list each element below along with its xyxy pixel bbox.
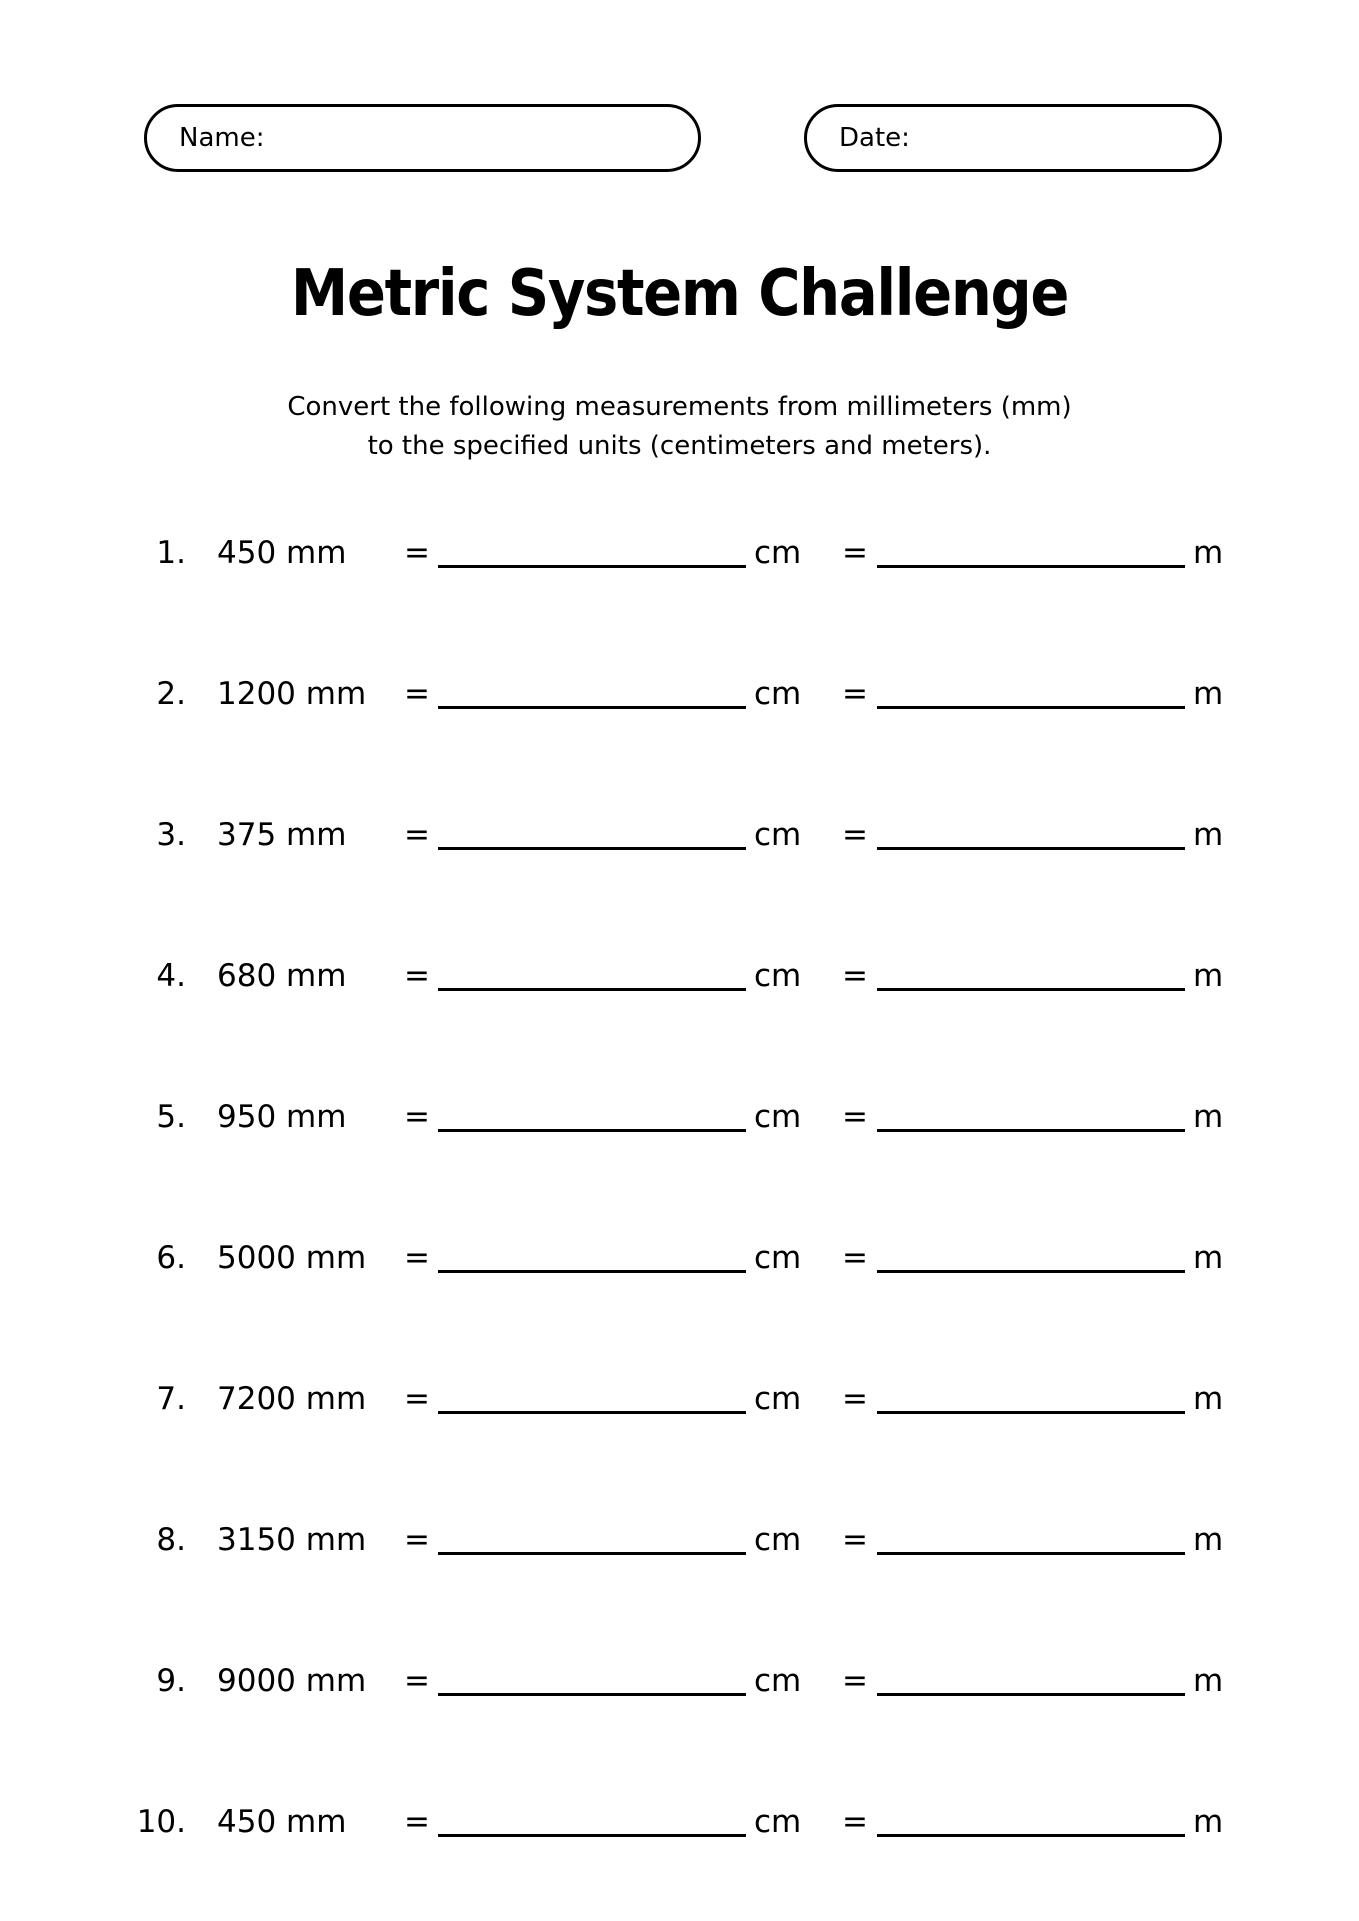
m-answer-blank[interactable]: [877, 1656, 1185, 1696]
instructions-line-2: to the specified units (centimeters and meters).: [367, 431, 992, 461]
problem-value: 7200 mm: [217, 1381, 367, 1417]
equals-sign: =: [842, 1099, 868, 1135]
equals-sign: =: [842, 1240, 868, 1276]
equals-sign: =: [842, 958, 868, 994]
cm-answer-blank[interactable]: [438, 528, 746, 568]
m-answer-blank[interactable]: [877, 528, 1185, 568]
cm-answer-blank[interactable]: [438, 1374, 746, 1414]
name-field[interactable]: [144, 104, 701, 172]
problem-row-1: [0, 528, 1359, 578]
cm-unit-label: cm: [754, 1804, 802, 1840]
cm-answer-blank[interactable]: [438, 951, 746, 991]
m-unit-label: m: [1193, 1804, 1224, 1840]
problem-number: 10.: [136, 1804, 186, 1840]
equals-sign: =: [404, 1804, 430, 1840]
equals-sign: =: [842, 817, 868, 853]
equals-sign: =: [404, 676, 430, 712]
cm-unit-label: cm: [754, 1099, 802, 1135]
m-answer-blank[interactable]: [877, 1233, 1185, 1273]
m-answer-blank[interactable]: [877, 1374, 1185, 1414]
problem-row-3: [0, 810, 1359, 860]
date-field[interactable]: [804, 104, 1222, 172]
cm-answer-blank[interactable]: [438, 1656, 746, 1696]
problem-value: 450 mm: [217, 1804, 347, 1840]
m-unit-label: m: [1193, 1522, 1224, 1558]
cm-unit-label: cm: [754, 817, 802, 853]
problem-value: 3150 mm: [217, 1522, 367, 1558]
problem-row-4: [0, 951, 1359, 1001]
problem-number: 5.: [156, 1099, 186, 1135]
m-answer-blank[interactable]: [877, 810, 1185, 850]
cm-unit-label: cm: [754, 1522, 802, 1558]
problem-number: 7.: [156, 1381, 186, 1417]
m-unit-label: m: [1193, 676, 1224, 712]
equals-sign: =: [404, 1240, 430, 1276]
name-input[interactable]: [274, 106, 698, 170]
equals-sign: =: [404, 1099, 430, 1135]
m-unit-label: m: [1193, 1240, 1224, 1276]
equals-sign: =: [404, 535, 430, 571]
m-unit-label: m: [1193, 1099, 1224, 1135]
cm-unit-label: cm: [754, 1240, 802, 1276]
problem-number: 1.: [156, 535, 186, 571]
equals-sign: =: [842, 1381, 868, 1417]
m-answer-blank[interactable]: [877, 1515, 1185, 1555]
worksheet-title: Metric System Challenge: [290, 257, 1069, 331]
equals-sign: =: [404, 1522, 430, 1558]
m-unit-label: m: [1193, 535, 1224, 571]
problem-value: 5000 mm: [217, 1240, 367, 1276]
cm-unit-label: cm: [754, 535, 802, 571]
m-unit-label: m: [1193, 958, 1224, 994]
problem-row-6: [0, 1233, 1359, 1283]
cm-answer-blank[interactable]: [438, 810, 746, 850]
equals-sign: =: [842, 1522, 868, 1558]
problem-row-2: [0, 669, 1359, 719]
problem-row-5: [0, 1092, 1359, 1142]
problem-value: 680 mm: [217, 958, 347, 994]
name-label: Name:: [179, 123, 265, 153]
cm-answer-blank[interactable]: [438, 1233, 746, 1273]
problem-value: 9000 mm: [217, 1663, 367, 1699]
equals-sign: =: [404, 817, 430, 853]
m-unit-label: m: [1193, 817, 1224, 853]
date-label: Date:: [839, 123, 910, 153]
cm-unit-label: cm: [754, 676, 802, 712]
problem-value: 375 mm: [217, 817, 347, 853]
cm-unit-label: cm: [754, 1381, 802, 1417]
cm-answer-blank[interactable]: [438, 1092, 746, 1132]
problem-row-9: [0, 1656, 1359, 1706]
problem-value: 1200 mm: [217, 676, 367, 712]
problem-number: 3.: [156, 817, 186, 853]
equals-sign: =: [404, 1381, 430, 1417]
equals-sign: =: [404, 1663, 430, 1699]
problem-number: 6.: [156, 1240, 186, 1276]
cm-answer-blank[interactable]: [438, 669, 746, 709]
cm-unit-label: cm: [754, 1663, 802, 1699]
problem-number: 8.: [156, 1522, 186, 1558]
equals-sign: =: [842, 535, 868, 571]
problem-value: 950 mm: [217, 1099, 347, 1135]
m-answer-blank[interactable]: [877, 1797, 1185, 1837]
instructions-line-1: Convert the following measurements from millimeters (mm): [287, 392, 1072, 422]
m-answer-blank[interactable]: [877, 669, 1185, 709]
problem-row-7: [0, 1374, 1359, 1424]
instructions: [0, 388, 1359, 466]
problem-number: 9.: [156, 1663, 186, 1699]
m-unit-label: m: [1193, 1663, 1224, 1699]
equals-sign: =: [842, 676, 868, 712]
equals-sign: =: [842, 1663, 868, 1699]
m-answer-blank[interactable]: [877, 951, 1185, 991]
date-input[interactable]: [920, 106, 1224, 170]
problem-row-10: [0, 1797, 1359, 1847]
problem-value: 450 mm: [217, 535, 347, 571]
problem-row-8: [0, 1515, 1359, 1565]
problem-number: 4.: [156, 958, 186, 994]
cm-unit-label: cm: [754, 958, 802, 994]
m-answer-blank[interactable]: [877, 1092, 1185, 1132]
m-unit-label: m: [1193, 1381, 1224, 1417]
equals-sign: =: [404, 958, 430, 994]
equals-sign: =: [842, 1804, 868, 1840]
cm-answer-blank[interactable]: [438, 1515, 746, 1555]
cm-answer-blank[interactable]: [438, 1797, 746, 1837]
problem-number: 2.: [156, 676, 186, 712]
